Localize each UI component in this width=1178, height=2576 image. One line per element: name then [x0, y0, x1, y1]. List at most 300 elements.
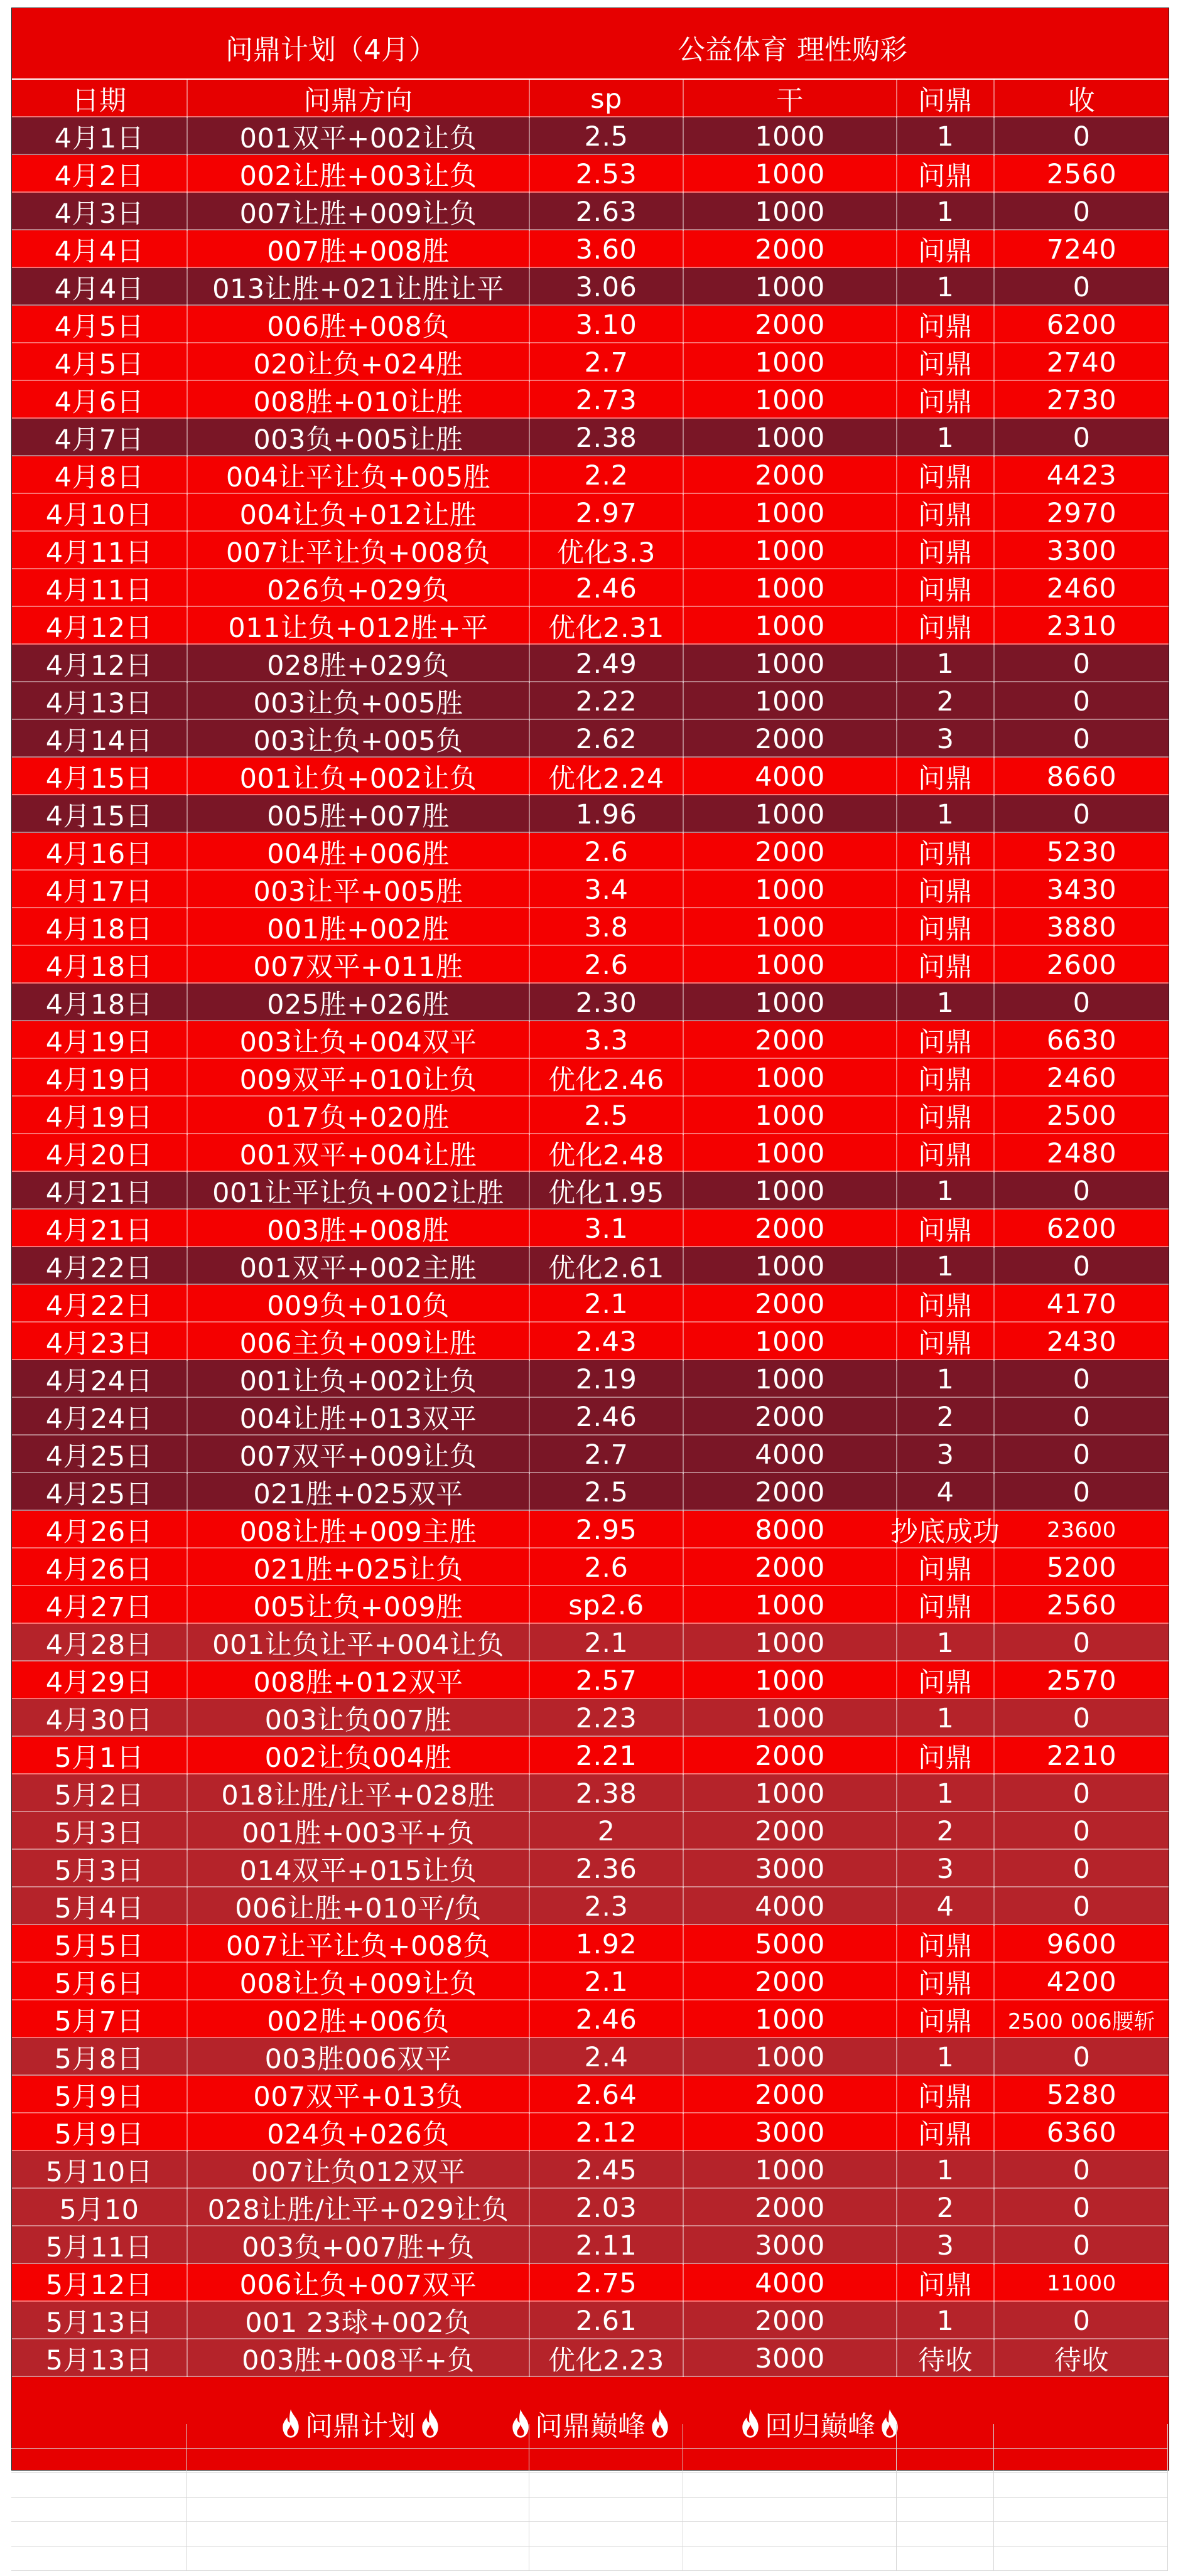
cell-stake: 1000 [684, 1097, 897, 1135]
cell-direction: 017负+020胜 [188, 1097, 530, 1135]
cell-stake: 1000 [684, 569, 897, 608]
cell-sp: 2.62 [530, 720, 684, 758]
cell-direction: 028让胜/让平+029让负 [188, 2189, 530, 2227]
cell-result: 问鼎 [897, 1737, 995, 1775]
table-row [12, 607, 1169, 645]
empty-grid-cell [187, 2449, 529, 2473]
cell-date: 4月6日 [12, 381, 188, 419]
cell-result: 问鼎 [897, 1963, 995, 2001]
cell-sp: 2.73 [530, 381, 684, 419]
table-row [12, 2038, 1169, 2076]
empty-grid-cell [994, 2424, 1168, 2449]
cell-direction: 008胜+012双平 [188, 1661, 530, 1700]
cell-sp: 优化2.48 [530, 1134, 684, 1173]
table-row [12, 1398, 1169, 1436]
cell-sp: 2.3 [530, 1887, 684, 1926]
cell-income: 3430 [1046, 874, 1117, 906]
cell-sp: 3.10 [530, 306, 684, 344]
cell-sp: 2.49 [530, 645, 684, 683]
results-sheet [11, 8, 1169, 2471]
cell-stake: 2000 [684, 833, 897, 871]
cell-date: 5月12日 [12, 2264, 188, 2302]
cell-direction: 001双平+002让负 [188, 117, 530, 156]
cell-date: 5月13日 [12, 2339, 188, 2378]
table-row [12, 532, 1169, 569]
cell-direction: 004让负+012让胜 [188, 494, 530, 532]
cell-stake: 4000 [684, 758, 897, 796]
cell-sp: 2.75 [530, 2264, 684, 2302]
column-header-row [12, 80, 1169, 117]
table-row [12, 1210, 1169, 1247]
cell-sp: 2.23 [530, 1699, 684, 1737]
cell-sp: 2.6 [530, 833, 684, 871]
cell-direction: 005胜+007胜 [188, 795, 530, 834]
cell-sp: 优化3.3 [530, 532, 684, 570]
cell-sp: 优化2.23 [530, 2339, 684, 2378]
cell-stake: 2000 [684, 230, 897, 269]
cell-stake: 8000 [684, 1511, 897, 1549]
cell-income: 2210 [1046, 1740, 1117, 1772]
empty-grid-cell [529, 2522, 683, 2546]
cell-direction: 003让负+005负 [188, 720, 530, 758]
cell-date: 5月2日 [12, 1774, 188, 1813]
table-row [12, 1774, 1169, 1812]
cell-sp: 2 [530, 1812, 684, 1850]
empty-grid-cell [683, 2449, 897, 2473]
empty-grid-cell [529, 2424, 683, 2449]
cell-stake: 1000 [684, 645, 897, 683]
cell-sp: 2.22 [530, 682, 684, 721]
cell-sp: 2.38 [530, 1774, 684, 1813]
cell-income: 2600 [1046, 949, 1117, 981]
empty-grid-cell [187, 2424, 529, 2449]
cell-result: 问鼎 [897, 532, 995, 570]
cell-direction: 002让负004胜 [188, 1737, 530, 1775]
cell-direction: 006让胜+010平/负 [188, 1887, 530, 1926]
table-row [12, 1699, 1169, 1737]
cell-direction: 006让负+007双平 [188, 2264, 530, 2302]
table-row [12, 984, 1169, 1021]
cell-date: 4月8日 [12, 456, 188, 495]
cell-income: 11000 [1047, 2270, 1116, 2296]
empty-grid-cell [11, 2546, 187, 2571]
cell-sp: 3.1 [530, 1210, 684, 1248]
cell-direction: 008让负+009让负 [188, 1963, 530, 2001]
cell-result: 问鼎 [897, 871, 995, 909]
cell-direction: 003让负+004双平 [188, 1021, 530, 1060]
cell-stake: 1000 [684, 795, 897, 834]
cell-sp: 2.2 [530, 456, 684, 495]
cell-income: 0 [1073, 196, 1091, 228]
cell-result: 问鼎 [897, 230, 995, 269]
cell-income: 0 [1073, 1815, 1091, 1847]
cell-result: 1 [897, 1247, 995, 1285]
cell-stake: 1000 [684, 155, 897, 193]
cell-stake: 2000 [684, 1473, 897, 1511]
cell-stake: 1000 [684, 532, 897, 570]
cell-result: 2 [897, 1812, 995, 1850]
cell-date: 4月18日 [12, 984, 188, 1022]
cell-income: 2500 006腰斩 [1007, 2009, 1156, 2034]
cell-direction: 025胜+026胜 [188, 984, 530, 1022]
table-row [12, 795, 1169, 833]
cell-direction: 001让负让平+004让负 [188, 1624, 530, 1662]
cell-income: 0 [1073, 1853, 1091, 1885]
table-row [12, 1887, 1169, 1925]
cell-date: 4月1日 [12, 117, 188, 156]
cell-date: 4月7日 [12, 419, 188, 457]
cell-date: 4月21日 [12, 1172, 188, 1210]
cell-direction: 003负+007胜+负 [188, 2226, 530, 2265]
cell-income: 0 [1073, 1891, 1091, 1923]
cell-date: 5月3日 [12, 1812, 188, 1850]
cell-stake: 1000 [684, 682, 897, 721]
cell-result: 1 [897, 193, 995, 231]
cell-sp: 3.3 [530, 1021, 684, 1060]
table-row [12, 193, 1169, 230]
cell-result: 问鼎 [897, 1925, 995, 1963]
cell-date: 4月4日 [12, 230, 188, 269]
col-header-direction: 问鼎方向 [188, 80, 530, 118]
table-row [12, 494, 1169, 532]
cell-sp: 1.92 [530, 1925, 684, 1963]
cell-income: 2460 [1046, 1062, 1117, 1094]
cell-income: 2430 [1046, 1326, 1117, 1358]
cell-sp: 2.5 [530, 117, 684, 156]
cell-direction: 026负+029负 [188, 569, 530, 608]
cell-result: 问鼎 [897, 1548, 995, 1587]
cell-result: 3 [897, 1436, 995, 1474]
cell-result: 3 [897, 2226, 995, 2265]
cell-income: 0 [1073, 1439, 1091, 1471]
cell-direction: 003胜+008胜 [188, 1210, 530, 1248]
cell-stake: 1000 [684, 2038, 897, 2076]
cell-result: 问鼎 [897, 607, 995, 645]
cell-stake: 4000 [684, 1436, 897, 1474]
cell-sp: 优化2.46 [530, 1059, 684, 1097]
table-row [12, 1097, 1169, 1134]
cell-direction: 004让胜+013双平 [188, 1398, 530, 1436]
cell-result: 问鼎 [897, 908, 995, 947]
cell-sp: 3.8 [530, 908, 684, 947]
cell-result: 问鼎 [897, 1285, 995, 1323]
cell-result: 问鼎 [897, 1661, 995, 1700]
cell-sp: 2.95 [530, 1511, 684, 1549]
cell-direction: 008让胜+009主胜 [188, 1511, 530, 1549]
col-header-stake: 干 [684, 80, 897, 118]
cell-income: 0 [1073, 2230, 1091, 2262]
cell-stake: 1000 [684, 268, 897, 306]
cell-date: 4月27日 [12, 1586, 188, 1624]
cell-direction: 007双平+009让负 [188, 1436, 530, 1474]
empty-grid-cell [994, 2522, 1168, 2546]
cell-stake: 1000 [684, 494, 897, 532]
cell-date: 4月3日 [12, 193, 188, 231]
cell-income: 8660 [1046, 761, 1117, 793]
cell-sp: 优化1.95 [530, 1172, 684, 1210]
cell-stake: 2000 [684, 1963, 897, 2001]
cell-result: 问鼎 [897, 833, 995, 871]
cell-sp: 2.4 [530, 2038, 684, 2076]
cell-sp: 2.11 [530, 2226, 684, 2265]
cell-sp: 优化2.24 [530, 758, 684, 796]
cell-income: 2310 [1046, 610, 1117, 642]
cell-stake: 1000 [684, 984, 897, 1022]
cell-direction: 020让负+024胜 [188, 343, 530, 382]
empty-grid-cell [187, 2546, 529, 2571]
table-body [12, 117, 1169, 2377]
cell-result: 问鼎 [897, 381, 995, 419]
cell-sp: 2.5 [530, 1473, 684, 1511]
cell-income: 23600 [1047, 1517, 1116, 1543]
cell-sp: 2.97 [530, 494, 684, 532]
table-row [12, 1059, 1169, 1097]
cell-sp: 优化2.31 [530, 607, 684, 645]
cell-sp: 2.7 [530, 343, 684, 382]
cell-direction: 007让平让负+008负 [188, 532, 530, 570]
table-row [12, 871, 1169, 908]
table-row [12, 2302, 1169, 2339]
cell-date: 5月9日 [12, 2076, 188, 2114]
empty-grid-cell [994, 2546, 1168, 2571]
cell-date: 5月13日 [12, 2302, 188, 2340]
cell-direction: 003胜+008平+负 [188, 2339, 530, 2378]
cell-date: 4月18日 [12, 908, 188, 947]
table-row [12, 1473, 1169, 1511]
cell-sp: 2.1 [530, 1285, 684, 1323]
cell-date: 4月30日 [12, 1699, 188, 1737]
cell-income: 6200 [1046, 309, 1117, 341]
cell-direction: 007让平让负+008负 [188, 1925, 530, 1963]
cell-date: 5月5日 [12, 1925, 188, 1963]
empty-grid-cell [11, 2522, 187, 2546]
col-header-sp: sp [530, 80, 684, 118]
cell-date: 4月29日 [12, 1661, 188, 1700]
cell-stake: 3000 [684, 2339, 897, 2378]
cell-sp: 3.4 [530, 871, 684, 909]
cell-stake: 1000 [684, 1172, 897, 1210]
table-row [12, 1963, 1169, 2000]
cell-stake: 1000 [684, 1661, 897, 1700]
cell-stake: 2000 [684, 456, 897, 495]
cell-result: 问鼎 [897, 569, 995, 608]
cell-direction: 001双平+004让胜 [188, 1134, 530, 1173]
empty-grid-cell [11, 2449, 187, 2473]
cell-income: 3300 [1046, 535, 1117, 567]
table-row [12, 833, 1169, 871]
table-row [12, 682, 1169, 720]
cell-result: 3 [897, 720, 995, 758]
empty-grid-cell [897, 2449, 994, 2473]
cell-stake: 3000 [684, 1850, 897, 1888]
table-row [12, 117, 1169, 155]
cell-income: 2480 [1046, 1137, 1117, 1169]
cell-result: 问鼎 [897, 1021, 995, 1060]
cell-result: 1 [897, 984, 995, 1022]
sheet-header [12, 8, 1169, 80]
cell-sp: 2.43 [530, 1323, 684, 1361]
table-row [12, 1548, 1169, 1586]
cell-income: 0 [1073, 2192, 1091, 2224]
cell-direction: 018让胜/让平+028胜 [188, 1774, 530, 1813]
cell-direction: 009双平+010让负 [188, 1059, 530, 1097]
cell-result: 问鼎 [897, 1134, 995, 1173]
cell-direction: 028胜+029负 [188, 645, 530, 683]
cell-income: 3880 [1046, 911, 1117, 943]
cell-income: 0 [1073, 121, 1091, 153]
cell-direction: 014双平+015让负 [188, 1850, 530, 1888]
cell-date: 4月22日 [12, 1247, 188, 1285]
cell-result: 问鼎 [897, 2000, 995, 2039]
table-row [12, 1624, 1169, 1661]
cell-stake: 1000 [684, 2151, 897, 2189]
cell-stake: 3000 [684, 2226, 897, 2265]
cell-income: 4170 [1046, 1288, 1117, 1320]
empty-grid-cell [683, 2424, 897, 2449]
cell-income: 5230 [1046, 836, 1117, 868]
cell-sp: 2.30 [530, 984, 684, 1022]
cell-income: 0 [1073, 723, 1091, 755]
cell-income: 0 [1073, 1250, 1091, 1282]
cell-stake: 2000 [684, 720, 897, 758]
cell-result: 问鼎 [897, 1323, 995, 1361]
cell-date: 4月20日 [12, 1134, 188, 1173]
cell-date: 4月18日 [12, 946, 188, 984]
cell-income: 0 [1073, 1476, 1091, 1508]
cell-result: 4 [897, 1473, 995, 1511]
cell-result: 1 [897, 1774, 995, 1813]
table-row [12, 343, 1169, 381]
cell-result: 问鼎 [897, 2076, 995, 2114]
cell-stake: 2000 [684, 1285, 897, 1323]
cell-stake: 2000 [684, 1548, 897, 1587]
col-header-result: 问鼎 [897, 80, 995, 118]
cell-date: 4月5日 [12, 343, 188, 382]
cell-sp: sp2.6 [530, 1586, 684, 1624]
cell-date: 4月28日 [12, 1624, 188, 1662]
cell-income: 7240 [1046, 233, 1117, 266]
cell-stake: 1000 [684, 607, 897, 645]
cell-income: 2560 [1046, 158, 1117, 190]
empty-grid-cell [897, 2522, 994, 2546]
cell-sp: 2.46 [530, 1398, 684, 1436]
cell-date: 4月22日 [12, 1285, 188, 1323]
cell-result: 1 [897, 645, 995, 683]
cell-direction: 001让负+002让负 [188, 758, 530, 796]
table-row [12, 1586, 1169, 1624]
cell-direction: 001让平让负+002让胜 [188, 1172, 530, 1210]
cell-income: 5200 [1046, 1552, 1117, 1584]
cell-date: 4月12日 [12, 645, 188, 683]
empty-grid-cell [529, 2546, 683, 2571]
table-row [12, 306, 1169, 343]
cell-stake: 1000 [684, 1586, 897, 1624]
cell-direction: 002胜+006负 [188, 2000, 530, 2039]
cell-stake: 1000 [684, 1774, 897, 1813]
table-row [12, 1021, 1169, 1059]
cell-direction: 011让负+012胜+平 [188, 607, 530, 645]
cell-sp: 优化2.61 [530, 1247, 684, 1285]
cell-direction: 013让胜+021让胜让平 [188, 268, 530, 306]
cell-date: 5月7日 [12, 2000, 188, 2039]
empty-grid-cell [683, 2473, 897, 2498]
cell-stake: 1000 [684, 1699, 897, 1737]
cell-direction: 002让胜+003让负 [188, 155, 530, 193]
cell-income: 2740 [1046, 346, 1117, 378]
cell-sp: 2.36 [530, 1850, 684, 1888]
cell-result: 1 [897, 1172, 995, 1210]
cell-date: 4月26日 [12, 1548, 188, 1587]
empty-grid-cell [529, 2473, 683, 2498]
empty-grid-cell [11, 2473, 187, 2498]
empty-grid-cell [897, 2546, 994, 2571]
cell-income: 待收 [1054, 2345, 1109, 2376]
cell-direction: 003让平+005胜 [188, 871, 530, 909]
cell-stake: 1000 [684, 1323, 897, 1361]
cell-sp: 2.12 [530, 2113, 684, 2152]
cell-stake: 2000 [684, 1021, 897, 1060]
table-row [12, 758, 1169, 795]
cell-result: 问鼎 [897, 2264, 995, 2302]
cell-date: 4月5日 [12, 306, 188, 344]
cell-stake: 3000 [684, 2113, 897, 2152]
cell-date: 4月11日 [12, 569, 188, 608]
table-row [12, 230, 1169, 268]
cell-stake: 2000 [684, 2302, 897, 2340]
cell-income: 0 [1073, 271, 1091, 303]
table-row [12, 2189, 1169, 2226]
empty-grid-cell [11, 2498, 187, 2522]
cell-direction: 009负+010负 [188, 1285, 530, 1323]
cell-date: 4月17日 [12, 871, 188, 909]
cell-stake: 1000 [684, 1059, 897, 1097]
cell-sp: 2.53 [530, 155, 684, 193]
cell-sp: 2.63 [530, 193, 684, 231]
table-row [12, 1134, 1169, 1172]
cell-date: 4月15日 [12, 758, 188, 796]
table-row [12, 720, 1169, 758]
cell-result: 1 [897, 2302, 995, 2340]
table-row [12, 268, 1169, 306]
cell-direction: 008胜+010让胜 [188, 381, 530, 419]
cell-date: 4月14日 [12, 720, 188, 758]
cell-direction: 007让胜+009让负 [188, 193, 530, 231]
cell-date: 4月2日 [12, 155, 188, 193]
empty-grid-cell [994, 2449, 1168, 2473]
cell-date: 5月10日 [12, 2151, 188, 2189]
cell-date: 5月6日 [12, 1963, 188, 2001]
cell-income: 4423 [1046, 459, 1117, 491]
cell-stake: 1000 [684, 117, 897, 156]
cell-result: 1 [897, 268, 995, 306]
cell-income: 2560 [1046, 1589, 1117, 1621]
cell-stake: 2000 [684, 306, 897, 344]
cell-income: 0 [1073, 2041, 1091, 2073]
cell-sp: 2.21 [530, 1737, 684, 1775]
table-row [12, 645, 1169, 682]
cell-date: 4月10日 [12, 494, 188, 532]
cell-stake: 2000 [684, 2076, 897, 2114]
cell-sp: 2.45 [530, 2151, 684, 2189]
cell-date: 5月1日 [12, 1737, 188, 1775]
cell-date: 4月23日 [12, 1323, 188, 1361]
cell-direction: 007双平+013负 [188, 2076, 530, 2114]
empty-grid-cell [683, 2498, 897, 2522]
table-row [12, 1247, 1169, 1285]
cell-income: 5280 [1046, 2079, 1117, 2111]
cell-income: 0 [1073, 422, 1091, 454]
cell-date: 4月16日 [12, 833, 188, 871]
